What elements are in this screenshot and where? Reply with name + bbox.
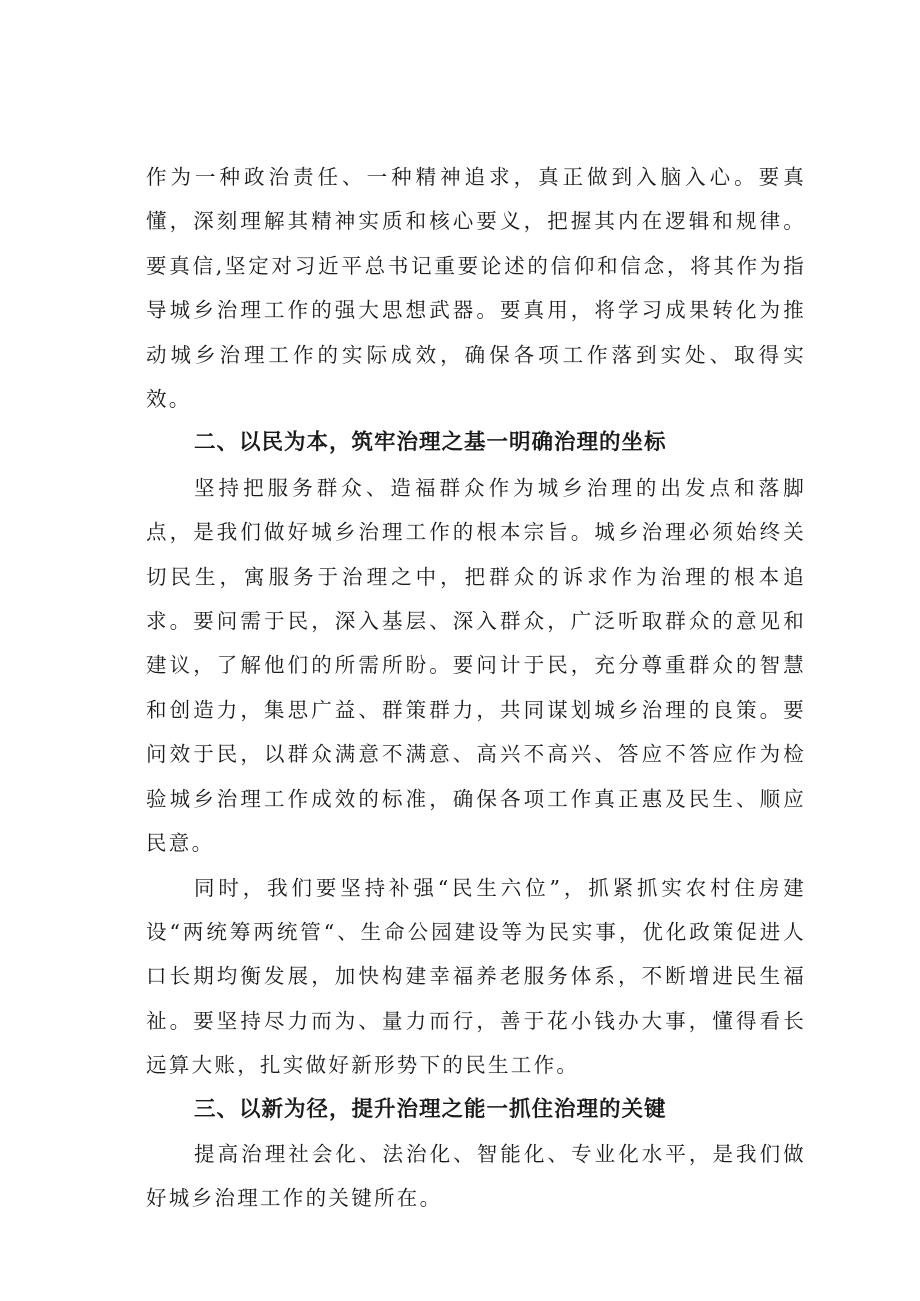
section-heading-2: 二、以民为本，筑牢治理之基一明确治理的坐标	[194, 430, 667, 456]
paragraph-innovation: 提高治理社会化、法治化、智能化、专业化水平，是我们做好城乡治理工作的关键所在。	[146, 1141, 806, 1211]
section-heading-3: 三、以新为径，提升治理之能一抓住治理的关键	[194, 1096, 667, 1122]
paragraph-people-first: 坚持把服务群众、造福群众作为城乡治理的出发点和落脚点，是我们做好城乡治理工作的根本宗旨。城乡治理必须始终关切民生，寓服务于治理之中，把群众的诉求作为治理的根本追求。要问需于民，深入基层、深入群众，广泛听取群众的意见和建议，了解他们的所需所盼。要问计于民，充分尊重群众的智慧和创造力，集思广益、群策群力，共同谋划城乡治理的良策。要问效于民，以群众满意不满意、高兴不高兴、答应不答应作为检验城乡治理工作成效的标准，确保各项工作真正惠及民生、顺应民意。	[146, 475, 806, 856]
paragraph-intro: 作为一种政治责任、一种精神追求，真正做到入脑入心。要真懂，深刻理解其精神实质和核心要义，把握其内在逻辑和规律。要真信,坚定对习近平总书记重要论述的信仰和信念，将其作为指导城乡治理工作的强大思想武器。要真用，将学习成果转化为推动城乡治理工作的实际成效，确保各项工作落到实处、取得实效。	[146, 165, 806, 412]
document-page	[146, 155, 806, 1221]
paragraph-livelihood: 同时，我们要坚持补强“民生六位”，抓紧抓实农村住房建设“两统筹两统管“、生命公园建设等为民实事，优化政策促进人口长期均衡发展，加快构建幸福养老服务体系，不断增进民生福祉。要坚持尽力而为、量力而行，善于花小钱办大事，懂得看长远算大账，扎实做好新形势下的民生工作。	[146, 875, 806, 1078]
